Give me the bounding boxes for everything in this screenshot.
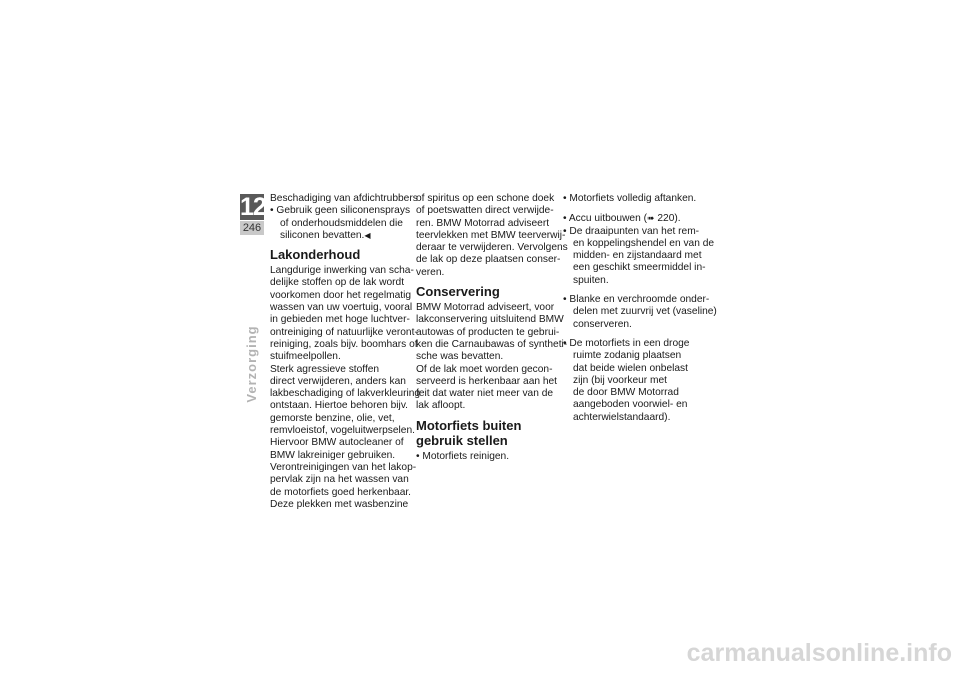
para-line: veren. — [416, 266, 445, 278]
para-line: voorkomen door het regelmatig — [270, 289, 412, 301]
bullet-line: • Motorfiets reinigen. — [416, 450, 510, 462]
para-line: stuifmeelpollen. — [270, 351, 341, 363]
para-line: in gebieden met hoge luchtver- — [270, 314, 410, 326]
chapter-number: 12 — [240, 193, 266, 221]
bullet-text: • Accu uitbouwen ( — [563, 213, 647, 225]
chapter-tab — [240, 194, 264, 235]
bullet-line: een geschikt smeermiddel in- — [573, 262, 706, 274]
para-line: direct verwijderen, anders kan — [270, 375, 406, 387]
bullet-line: midden- en zijstandaard met — [573, 250, 702, 262]
bullet-line: • De draaipunten van het rem- — [563, 225, 700, 237]
bullet-line: aangeboden voorwiel- en — [573, 399, 688, 411]
heading-lakonderhoud: Lakonderhoud — [270, 247, 361, 263]
bullet-line: • Blanke en verchroomde onder- — [563, 294, 710, 306]
para-line: Sterk agressieve stoffen — [270, 363, 380, 375]
page-ref-arrow-icon: ➠ — [646, 213, 655, 224]
bullet-text: siliconen bevatten. — [280, 229, 365, 241]
para-line: feit dat water niet meer van de — [416, 388, 554, 400]
end-mark-icon: ◀ — [364, 230, 371, 240]
para-line: reiniging, zoals bijv. boomhars of — [270, 338, 418, 350]
para-line: remvloeistof, vogeluitwerpselen. — [270, 425, 415, 437]
para-line: Of de lak moet worden gecon- — [416, 363, 553, 375]
para-line: delijke stoffen op de lak wordt — [270, 277, 405, 289]
para-line: pervlak zijn na het wassen van — [270, 474, 409, 486]
para-line: lak afloopt. — [416, 400, 466, 412]
page-number: 246 — [240, 221, 264, 235]
para-line: Deze plekken met wasbenzine — [270, 498, 409, 510]
para-line: teervlekken met BMW teerverwij- — [416, 229, 566, 241]
para-line: BMW Motorrad adviseert, voor — [416, 302, 555, 314]
bullet-line: dat beide wielen onbelast — [573, 362, 688, 374]
para-line: ontstaan. Hiertoe behoren bijv. — [270, 400, 408, 412]
watermark-logo: carmanualsonline.info — [686, 639, 952, 667]
bullet-line — [563, 212, 705, 225]
heading-conservering: Conservering — [416, 284, 500, 300]
para-line: autowas of producten te gebrui- — [416, 326, 560, 338]
bullet-line: ruimte zodanig plaatsen — [573, 350, 682, 362]
text-column-1 — [270, 193, 421, 511]
bullet-text: 220). — [654, 213, 681, 225]
text-column-2 — [416, 193, 568, 463]
bullet-line: zijn (bij voorkeur met — [573, 374, 667, 386]
bullet-line: achterwielstandaard). — [573, 411, 671, 423]
para-line: gemorste benzine, olie, vet, — [270, 412, 395, 424]
para-line: of spiritus op een schone doek — [416, 193, 555, 204]
bullet-line: • Gebruik geen siliconensprays — [270, 205, 411, 217]
bullet-line: en koppelingshendel en van de — [573, 237, 715, 249]
section-title-vertical: Verzorging — [243, 325, 259, 403]
bullet-line: • Motorfiets volledig aftanken. — [563, 193, 697, 204]
para-line: de motorfiets goed herkenbaar. — [270, 486, 412, 498]
bullet-line: • De motorfiets in een droge — [563, 337, 690, 349]
bullet-line: conserveren. — [573, 318, 632, 330]
heading-gebruik-stellen: gebruik stellen — [416, 432, 508, 448]
bullet-line: of onderhoudsmiddelen die — [280, 217, 403, 229]
para-line: Hiervoor BMW autocleaner of — [270, 437, 404, 449]
para-line: Langdurige inwerking van scha- — [270, 265, 414, 277]
intro-line: Beschadiging van afdichtrubbers — [270, 193, 418, 204]
para-line: lakconservering uitsluitend BMW — [416, 314, 564, 326]
heading-motorfiets-buiten: Motorfiets buiten — [416, 417, 522, 433]
bullet-line: spuiten. — [573, 274, 609, 286]
text-column-3 — [563, 193, 717, 424]
para-line: BMW lakreiniger gebruiken. — [270, 449, 396, 461]
para-line: ontreiniging of natuurlijke veront- — [270, 326, 418, 338]
para-line: sche was bevatten. — [416, 351, 504, 363]
para-line: lakbeschadiging of lakverkleuring — [270, 388, 421, 400]
para-line: deraar te verwijderen. Vervolgens — [416, 242, 568, 254]
para-line: wassen van uw voertuig, vooral — [270, 302, 413, 314]
bullet-line: delen met zuurvrij vet (vaseline) — [573, 306, 717, 318]
para-line: serveerd is herkenbaar aan het — [416, 375, 558, 387]
para-line: ren. BMW Motorrad adviseert — [416, 217, 550, 229]
para-line: de lak op deze plaatsen conser- — [416, 254, 561, 266]
para-line: of poetswatten direct verwijde- — [416, 205, 554, 217]
bullet-line: de door BMW Motorrad — [573, 387, 679, 399]
para-line: Verontreinigingen van het lakop- — [270, 461, 417, 473]
para-line: ken die Carnaubawas of syntheti- — [416, 338, 568, 350]
bullet-line-last — [270, 230, 408, 242]
